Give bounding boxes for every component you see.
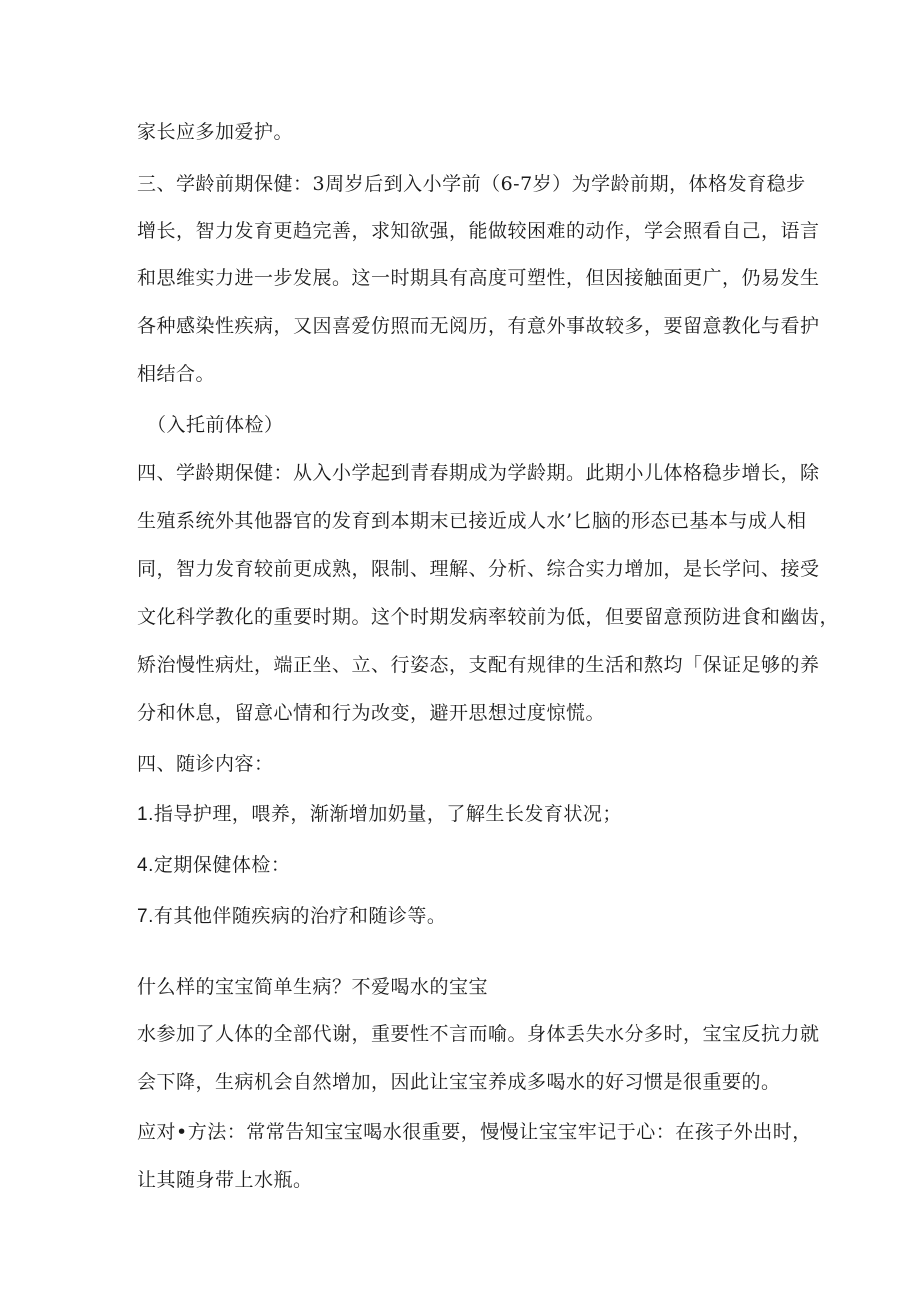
followup-item-text: 指导护理，喂养，渐渐增加奶量，了解生长发育状况； — [153, 803, 622, 825]
followup-item-number: 7. — [137, 906, 154, 927]
followup-item-number: 1. — [137, 804, 154, 825]
followup-item-1 — [137, 802, 622, 827]
article-body-line-2: 会下降，生病机会自然增加，因此让宝宝养成多喝水的好习惯是很重要的。 — [137, 1071, 781, 1093]
preschool-line-1: 三、学龄前期保健：3周岁后到入小学前（6-7岁）为学龄前期，体格发育稳步 — [137, 173, 806, 195]
followup-item-2 — [137, 853, 290, 878]
school-age-line-2: 生殖系统外其他器官的发育到本期末已接近成人水’匕脑的形态已基本与成人相 — [137, 510, 807, 532]
school-age-line-1: 四、学龄期保健：从入小学起到青春期成为学龄期。此期小儿体格稳步增长，除 — [137, 462, 820, 484]
preschool-line-3: 和思维实力进一步发展。这一时期具有高度可塑性，但因接触面更广，仍易发生 — [137, 267, 820, 289]
followup-item-number: 4. — [137, 855, 154, 876]
coping-line-2: 让其随身带上水瓶。 — [137, 1169, 313, 1191]
school-age-line-4: 文化科学教化的重要时期。这个时期发病率较前为低，但要留意预防进食和幽齿， — [137, 606, 840, 628]
article-title: 什么样的宝宝简单生病？不爱喝水的宝宝 — [137, 976, 489, 998]
followup-item-text: 有其他伴随疾病的治疗和随诊等。 — [153, 905, 447, 927]
followup-item-text: 定期保健体检： — [153, 854, 291, 876]
parenthetical-note: （入托前体检） — [147, 414, 284, 436]
preschool-line-4: 各种感染性疾病，又因喜爱仿照而无阅历，有意外事故较多，要留意教化与看护 — [137, 315, 820, 337]
school-age-line-3: 同，智力发育较前更成熟，限制、理解、分析、综合实力增加，是长学问、接受 — [137, 558, 820, 580]
followup-item-3 — [137, 904, 446, 929]
school-age-line-6: 分和休息，留意心情和行为改变，避开思想过度惊慌。 — [137, 702, 606, 724]
preschool-line-2: 增长，智力发育更趋完善，求知欲强，能做较困难的动作，学会照看自己，语言 — [137, 220, 820, 242]
intro-line: 家长应多加爱护。 — [137, 121, 294, 143]
article-body-line-1: 水参加了人体的全部代谢，重要性不言而喻。身体丢失水分多时，宝宝反抗力就 — [137, 1023, 820, 1045]
preschool-line-5: 相结合。 — [137, 363, 216, 385]
followup-heading: 四、随诊内容： — [137, 753, 274, 775]
school-age-line-5: 矫治慢性病灶，端正坐、立、行姿态，支配有规律的生活和熬均「保证足够的养 — [137, 654, 820, 676]
coping-line-1: 应对•方法：常常告知宝宝喝水很重要，慢慢让宝宝牢记于心：在孩子外出时， — [137, 1121, 812, 1143]
